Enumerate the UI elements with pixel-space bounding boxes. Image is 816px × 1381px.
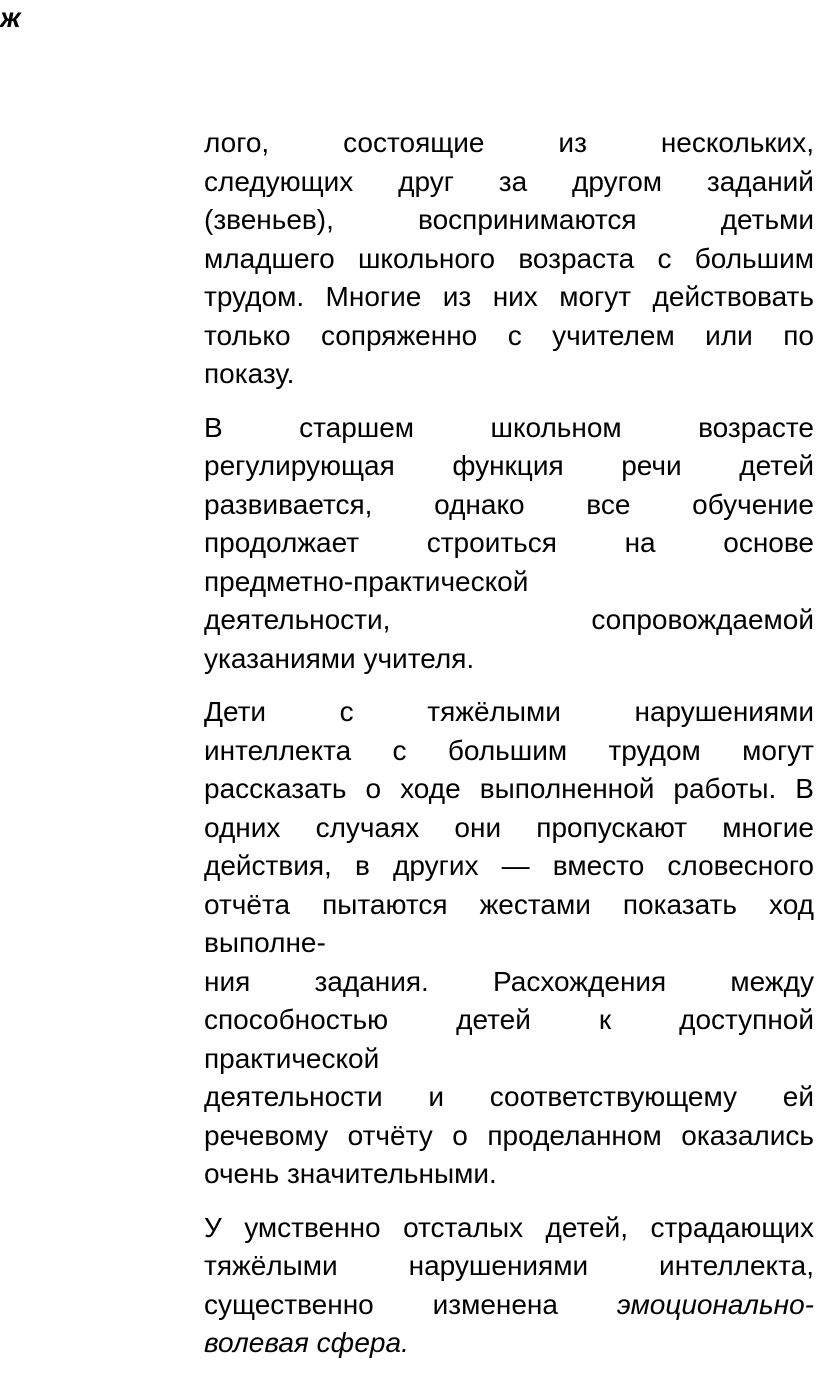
text-line [204, 240, 814, 279]
text-line [204, 1324, 814, 1363]
word: деятельности [204, 1081, 383, 1112]
word: возрасте [698, 411, 814, 443]
word: ход [769, 888, 814, 920]
word: обучение [692, 488, 814, 520]
word: жестами [479, 888, 591, 920]
word: в [355, 850, 370, 881]
word: отсталых [403, 1211, 524, 1243]
word: из [558, 127, 587, 158]
text-line [204, 693, 814, 732]
word: возраста [518, 242, 635, 274]
paragraph [204, 124, 814, 394]
document-body [204, 124, 814, 1363]
text-line: предметно-практической [204, 565, 529, 597]
word: умственно [244, 1211, 381, 1243]
word: сопровождаемой [591, 604, 814, 635]
word: основе [723, 527, 814, 558]
word: и [428, 1081, 445, 1112]
word: одних [204, 811, 281, 843]
text-line [204, 1078, 814, 1117]
word: с [339, 696, 354, 727]
text-line [204, 124, 814, 163]
text-line [204, 809, 814, 848]
text-line [204, 409, 814, 448]
word: В [795, 773, 814, 804]
text-line [204, 524, 814, 563]
word: — [501, 850, 530, 881]
word: детьми [720, 204, 814, 235]
text-line [204, 317, 814, 356]
word: однако [434, 488, 525, 520]
word: других [393, 850, 479, 881]
word: Расхождения [493, 965, 667, 997]
text-line [204, 601, 814, 640]
text-line [204, 201, 814, 240]
word: из [442, 281, 472, 312]
text-line [204, 486, 814, 525]
word: отчёту [347, 1119, 433, 1151]
word: случаях [315, 811, 420, 843]
word: могут [559, 281, 632, 312]
word: страдающих [650, 1211, 814, 1243]
word: детей [739, 450, 814, 481]
word: детей, [545, 1211, 628, 1243]
word: трудом. [204, 281, 305, 312]
word: младшего [204, 242, 335, 274]
word: них [492, 281, 538, 312]
text-line [204, 447, 814, 486]
word: действовать [652, 281, 814, 312]
word: выполненной [479, 773, 655, 804]
word: развивается, [204, 488, 373, 520]
text-line [204, 1247, 814, 1286]
word: к [598, 1004, 612, 1035]
word: все [586, 488, 631, 520]
word: эмоционально- [616, 1288, 814, 1320]
word: друг [398, 165, 454, 197]
word: волевая [204, 1327, 309, 1358]
word: сопряженно [320, 319, 478, 351]
word: нарушениями [408, 1250, 589, 1281]
word: оказались [681, 1119, 814, 1151]
word: лого, [204, 127, 270, 158]
word: только [204, 319, 291, 351]
word: пропускают [536, 811, 688, 843]
word: большим [694, 242, 814, 274]
word: изменена [432, 1288, 558, 1320]
text-line: показу. [204, 358, 295, 389]
word: существенно [204, 1288, 374, 1320]
word: речи [621, 450, 682, 481]
paragraph-gap [204, 678, 814, 693]
word: тяжёлыми [427, 696, 561, 727]
word: воспринимаются [418, 204, 637, 235]
word: В [204, 411, 223, 443]
word: показать [622, 888, 737, 920]
text-line: очень значительными. [204, 1158, 497, 1189]
word: школьном [490, 411, 622, 443]
text-line [204, 278, 814, 317]
word: интеллекта [204, 734, 352, 766]
text-line [204, 770, 814, 809]
paragraph [204, 693, 814, 1194]
corner-mark: ж [0, 2, 21, 33]
word: словесного [667, 850, 814, 881]
word: проделанном [487, 1119, 662, 1151]
word: следующих [204, 165, 354, 197]
word: действия, [204, 850, 332, 881]
paragraph [204, 409, 814, 679]
word: функция [452, 450, 564, 481]
text-line [204, 963, 814, 1002]
word: речевому [204, 1119, 329, 1151]
word: вместо [552, 850, 645, 881]
word: нескольких, [660, 127, 814, 158]
word: ходе [400, 773, 461, 804]
word: состоящие [343, 127, 485, 158]
word: по [783, 319, 814, 351]
text-line [204, 886, 814, 925]
word: Многие [325, 281, 422, 312]
word: регулирующая [204, 450, 395, 481]
paragraph-gap [204, 1194, 814, 1209]
word: задания. [314, 965, 429, 997]
word: деятельности, [204, 604, 391, 635]
word: с [507, 319, 522, 351]
text-line: практической [204, 1042, 380, 1074]
text-line [204, 1286, 814, 1325]
word: школьного [357, 242, 496, 274]
word: ей [782, 1081, 814, 1112]
paragraph [204, 1209, 814, 1363]
text-line [204, 1117, 814, 1156]
word: отчёта [204, 888, 291, 920]
word: продолжает [204, 527, 360, 558]
paragraph-gap [204, 394, 814, 409]
word: о [365, 773, 382, 804]
text-line [204, 732, 814, 771]
word: старшем [299, 411, 415, 443]
word: строиться [426, 527, 557, 558]
word: способностью [204, 1004, 389, 1035]
word: сфера. [316, 1327, 409, 1358]
word: с [392, 734, 407, 766]
text-line [204, 1209, 814, 1248]
word: ния [204, 965, 251, 997]
word: о [452, 1119, 468, 1151]
word: рассказать [204, 773, 347, 804]
word: интеллекта, [659, 1250, 814, 1281]
word: Дети [204, 696, 267, 727]
word: или [705, 319, 753, 351]
text-line [204, 1001, 814, 1040]
text-line [204, 163, 814, 202]
text-line [204, 847, 814, 886]
word: с [657, 242, 672, 274]
word: за [498, 165, 528, 197]
word: У [204, 1211, 222, 1243]
word: на [624, 527, 656, 558]
word: могут [742, 734, 814, 766]
word: пытаются [322, 888, 448, 920]
word: они [454, 811, 502, 843]
word: тяжёлыми [204, 1250, 338, 1281]
word: большим [447, 734, 568, 766]
word: доступной [679, 1004, 814, 1035]
word: другом [572, 165, 663, 197]
word: заданий [706, 165, 814, 197]
word: работы. [673, 773, 777, 804]
word: нарушениями [634, 696, 814, 727]
word: между [730, 965, 814, 997]
text-line: выполне- [204, 927, 326, 958]
word: многие [722, 811, 814, 843]
text-line: указаниями учителя. [204, 642, 475, 674]
word: трудом [608, 734, 701, 766]
word: учителем [552, 319, 675, 351]
word: (звеньев), [204, 204, 334, 235]
word: детей [456, 1004, 531, 1035]
word: соответствующему [489, 1081, 738, 1112]
